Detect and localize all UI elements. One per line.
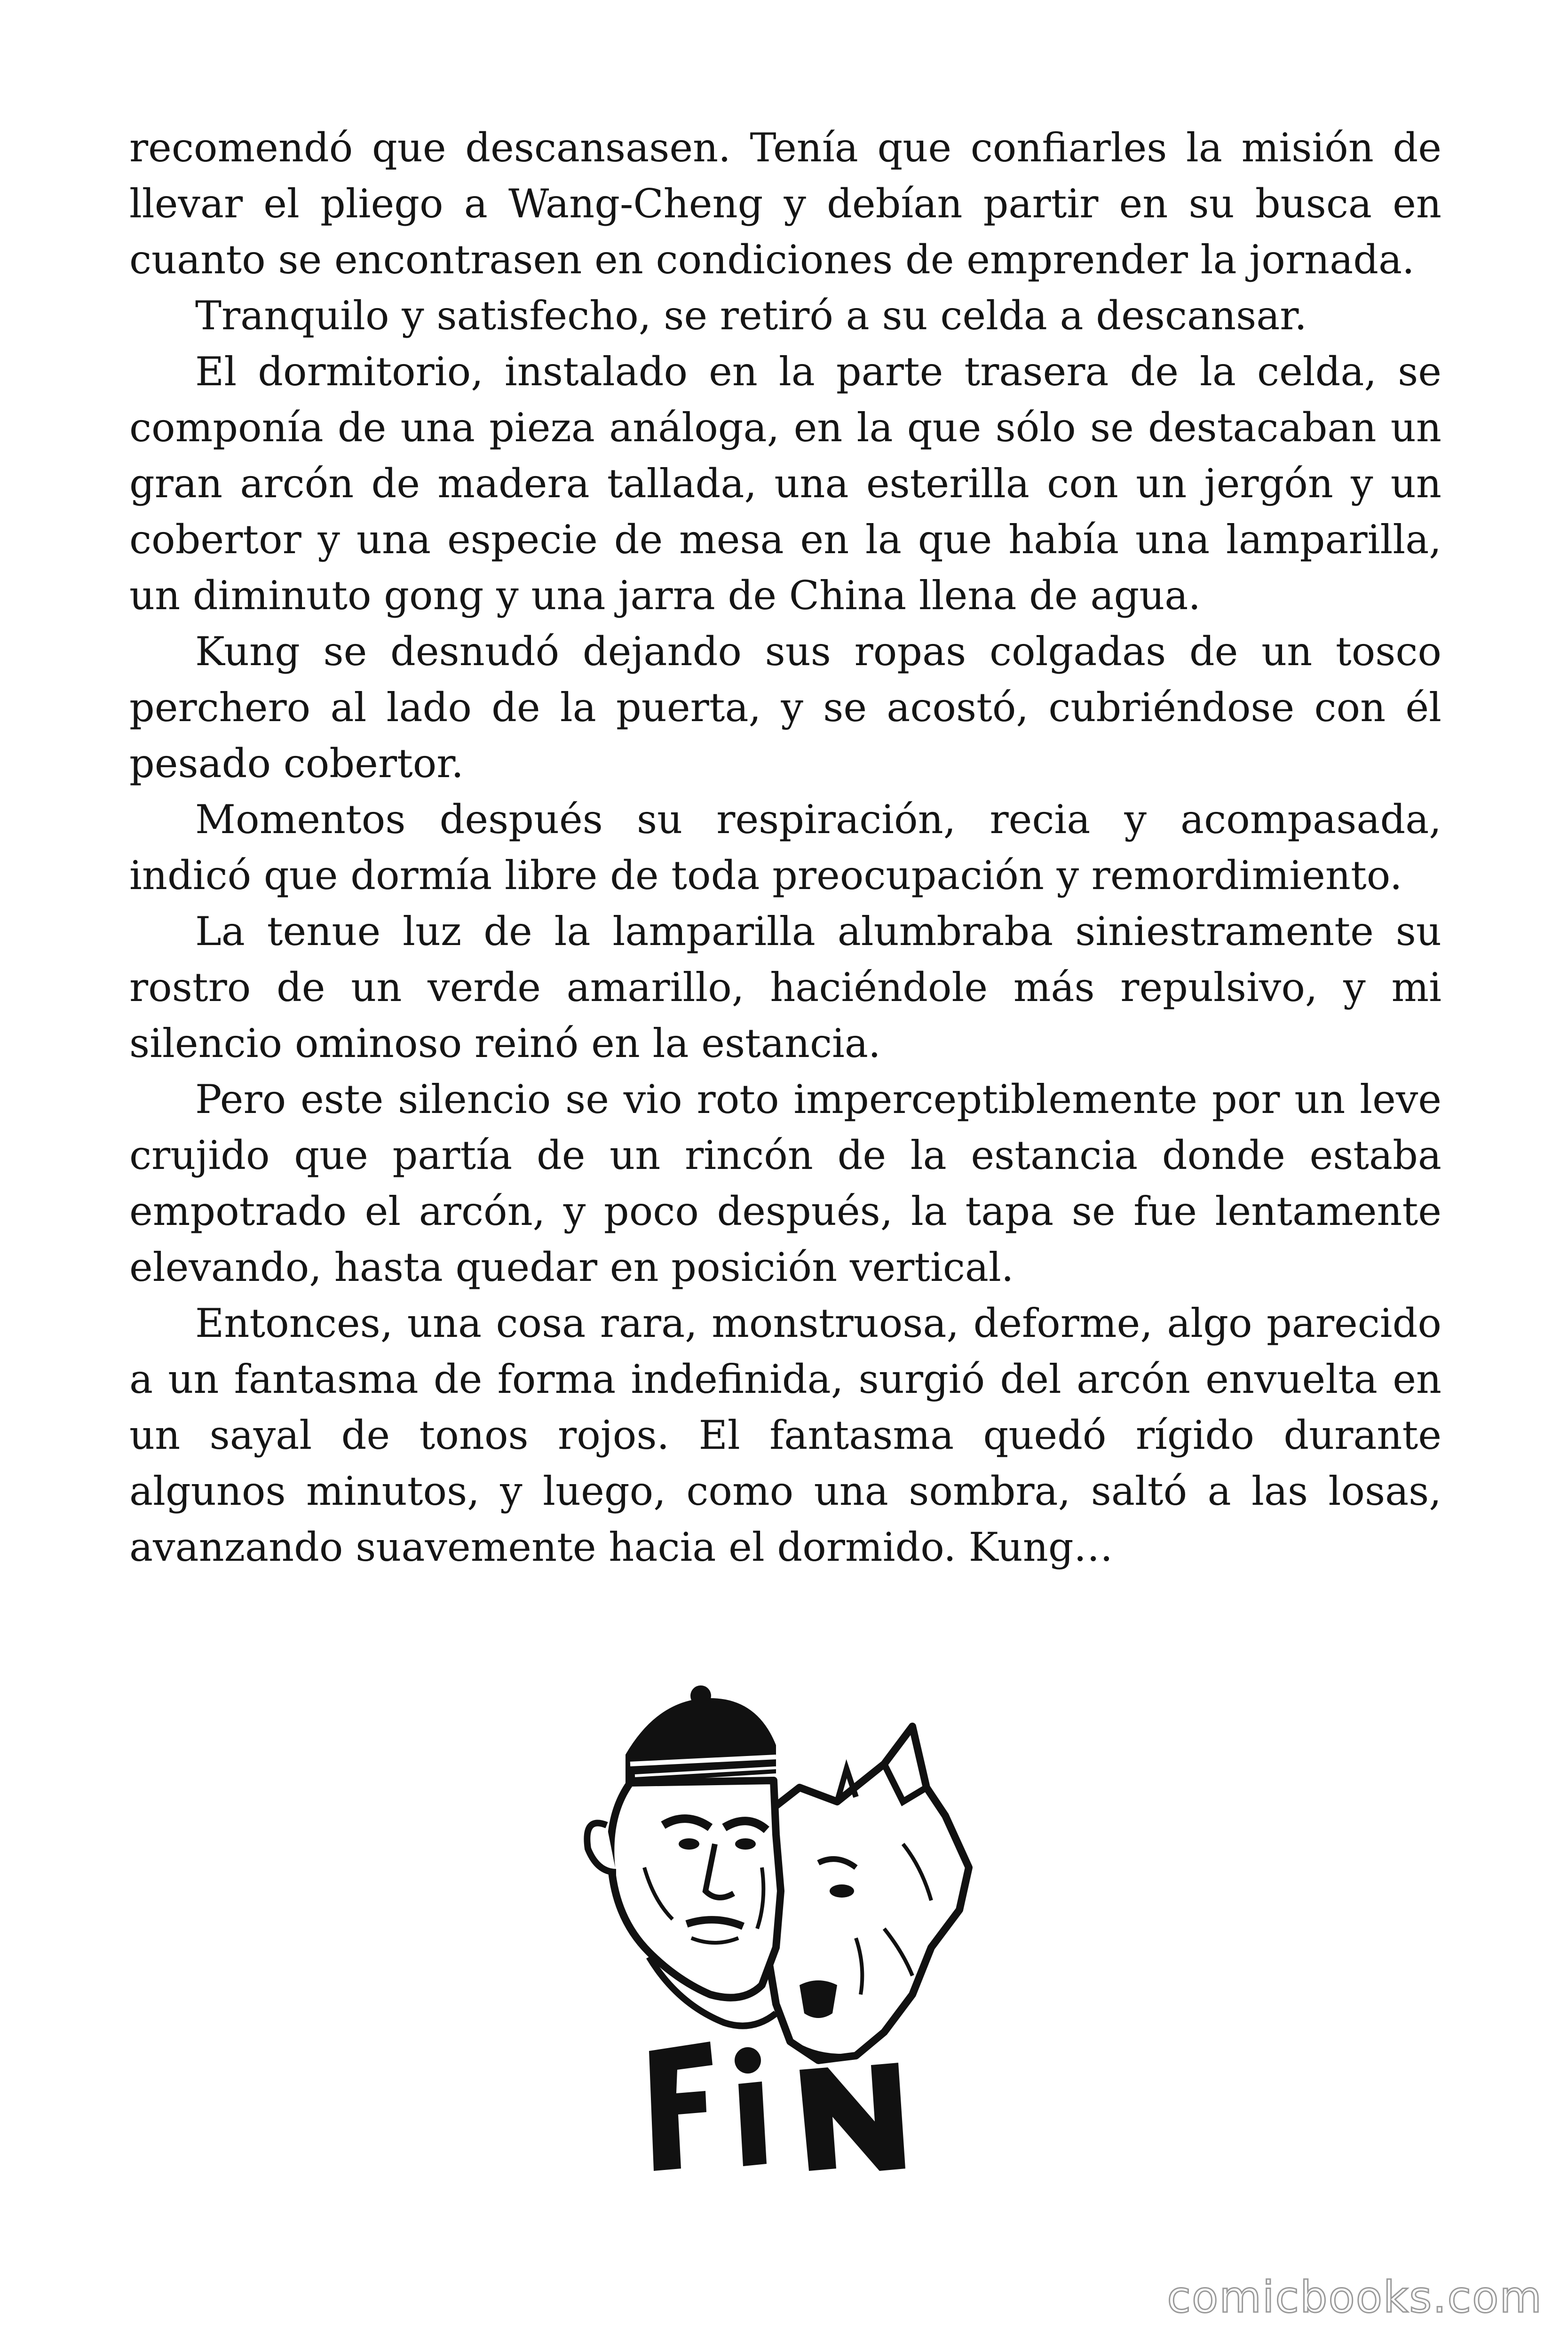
man-head <box>587 1685 781 2026</box>
paragraph: Entonces, una cosa rara, monstruosa, deforme, algo parecido a un fantasma de forma indefinida, surgió del arcón envuelta en un sayal de tonos rojos. El fantasma quedó rígido durante algunos minutos, y luego, como una sombra, saltó a las losas, avanzando suavemente hacia el dormido. Kung… <box>129 1300 1441 1570</box>
wolf-head <box>757 1726 969 2060</box>
man-and-wolf-illustration-icon <box>555 1646 1006 2192</box>
end-illustration <box>555 1646 1006 2192</box>
paragraph: recomendó que descansasen. Tenía que confiarles la misión de llevar el pliego a Wang-Cheng y debían partir en su busca en cuanto se encontrasen en condiciones de emprender la jornada. <box>129 125 1441 283</box>
paragraph: Kung se desnudó dejando sus ropas colgadas de un tosco perchero al lado de la puerta, y se acostó, cubriéndose con él pesado cobertor. <box>129 628 1441 787</box>
body-text <box>129 120 1441 1575</box>
paragraph: Tranquilo y satisfecho, se retiró a su celda a descansar. <box>195 293 1307 339</box>
paragraph: Pero este silencio se vio roto imperceptiblemente por un leve crujido que partía de un rincón de la estancia donde estaba empotrado el arcón, y poco después, la tapa se fue lentamente elevando, hasta quedar en posición vertical. <box>129 1076 1441 1290</box>
watermark: comicbooks.com <box>1167 2272 1543 2322</box>
fin-lettering <box>649 2042 905 2171</box>
paragraph: Momentos después su respiración, recia y acompasada, indicó que dormía libre de toda preocupación y remordimiento. <box>129 796 1441 898</box>
paragraph: La tenue luz de la lamparilla alumbraba siniestramente su rostro de un verde amarillo, haciéndole más repulsivo, y mi silencio ominoso reinó en la estancia. <box>129 908 1441 1066</box>
paragraph: El dormitorio, instalado en la parte trasera de la celda, se componía de una pieza análoga, en la que sólo se destacaban un gran arcón de madera tallada, una esterilla con un jergón y un cobertor y una especie de mesa en la que había una lamparilla, un diminuto gong y una jarra de China llena de agua. <box>129 349 1441 619</box>
